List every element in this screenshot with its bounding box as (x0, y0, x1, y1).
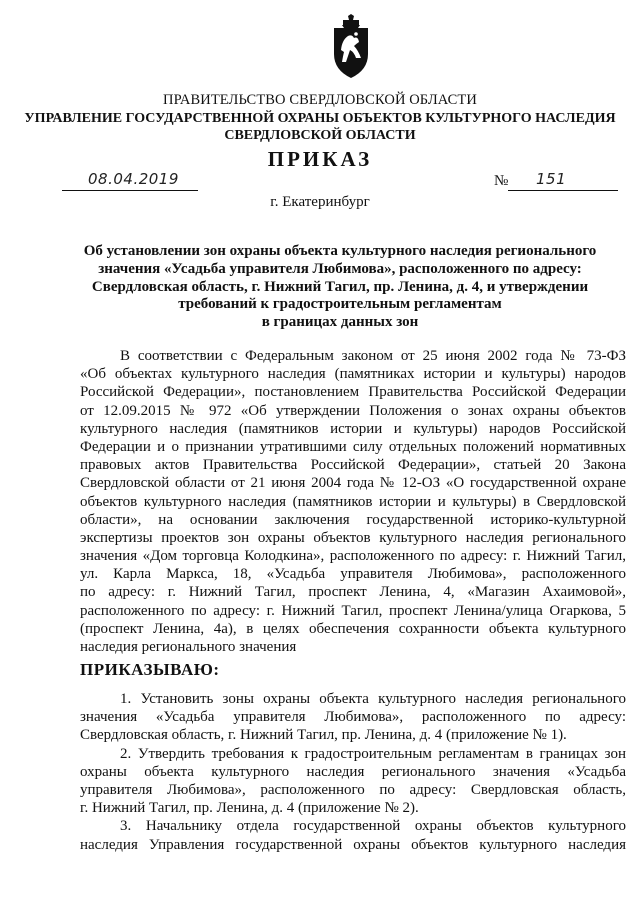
preamble-line: значения «Дом торговца Колодкина», расположенного по адресу: г. Нижний Тагил, (80, 548, 626, 565)
subject-line: требований к градостроительным регламентам (178, 296, 502, 313)
subject-line: Свердловская область, г. Нижний Тагил, пр. Ленина, д. 4, и утверждении (91, 278, 589, 295)
preamble-line: области», на основании заключения государственной историко-культурной (80, 511, 626, 528)
preamble-line: Федерации и о признании утратившими силу отдельных положений нормативных (80, 438, 626, 455)
handwritten-date: 08.04.2019 (88, 170, 179, 188)
preamble-line: объектов культурного наследия (памятников истории и культуры) в Свердловской (80, 493, 626, 510)
subject-line: в границах данных зон (261, 314, 419, 331)
preamble-line: расположенного по адресу: г. Нижний Тагил, проспект Ленина/улица Огаркова, 5 (80, 602, 626, 619)
subject-line: значения «Усадьба управителя Любимова», расположенного по адресу: (98, 260, 582, 277)
department-name-line1: УПРАВЛЕНИЕ ГОСУДАРСТВЕННОЙ ОХРАНЫ ОБЪЕКТОВ КУЛЬТУРНОГО НАСЛЕДИЯ (24, 111, 616, 126)
date-field (62, 170, 198, 191)
item-line: охраны объекта культурного наследия регионального значения «Усадьба (80, 763, 626, 780)
item-line: 3. Начальнику отдела государственной охраны объектов культурного (120, 818, 626, 835)
item-line: значения «Усадьба управителя Любимова», расположенного по адресу: (80, 709, 626, 726)
preamble-line: ул. Карла Маркса, 18, «Усадьба управителя Любимова», расположенного (80, 566, 626, 583)
preamble-line: Свердловской области от 21 июня 2004 года № 12-ОЗ «О государственной охране (80, 475, 626, 492)
order-subject (60, 243, 620, 332)
preamble (80, 347, 626, 656)
preamble-line: «Об объектах культурного наследия (памятниках истории и культуры) народов (80, 366, 626, 383)
preamble-line: (проспект Ленина, 4а), в целях обеспечения сохранности объекта культурного (80, 620, 626, 637)
subject-line: Об установлении зон охраны объекта культурного наследия регионального (83, 243, 597, 259)
coat-of-arms-icon (328, 14, 374, 80)
preamble-line: от 12.09.2015 № 972 «Об утверждении Положения о зонах охраны объектов (80, 402, 626, 419)
preamble-line: В соответствии с Федеральным законом от 25 июня 2002 года № 73-ФЗ (120, 348, 626, 364)
item-line: 1. Установить зоны охраны объекта культурного наследия регионального (120, 691, 626, 707)
item-line: 2. Утвердить требования к градостроительным регламентам в границах зон (120, 745, 626, 762)
item-line: управителя Любимова», расположенного по адресу: Свердловская область, (80, 781, 626, 798)
city-line: г. Екатеринбург (270, 194, 370, 210)
number-field (508, 170, 618, 191)
order-keyword: ПРИКАЗЫВАЮ: (80, 660, 220, 679)
preamble-line: Российской Федерации», постановлением Правительства Российской Федерации (80, 384, 626, 401)
preamble-line: по адресу: г. Нижний Тагил, проспект Ленина, 4, «Магазин Ахаимовой», (80, 584, 626, 601)
item-line: Свердловская область, г. Нижний Тагил, пр. Ленина, д. 4 (приложение № 1). (80, 727, 567, 744)
number-label: № (494, 173, 509, 189)
government-name: ПРАВИТЕЛЬСТВО СВЕРДЛОВСКОЙ ОБЛАСТИ (163, 92, 477, 108)
document-title: ПРИКАЗ (267, 147, 373, 171)
preamble-line: экспертизы проектов зон охраны объектов культурного наследия регионального (80, 529, 626, 546)
preamble-line: культурного наследия (памятников истории и культуры) народов Российской (80, 420, 626, 437)
preamble-line: наследия регионального значения (80, 639, 297, 655)
order-items (80, 690, 626, 854)
item-line: г. Нижний Тагил, пр. Ленина, д. 4 (приложение № 2). (80, 800, 419, 817)
handwritten-number: 151 (536, 170, 567, 188)
department-name-line2: СВЕРДЛОВСКОЙ ОБЛАСТИ (224, 128, 416, 143)
preamble-line: правовых актов Правительства Российской Федерации», статьей 20 Закона (80, 457, 626, 474)
item-line: наследия Управления государственной охраны объектов культурного наследия (80, 836, 626, 853)
